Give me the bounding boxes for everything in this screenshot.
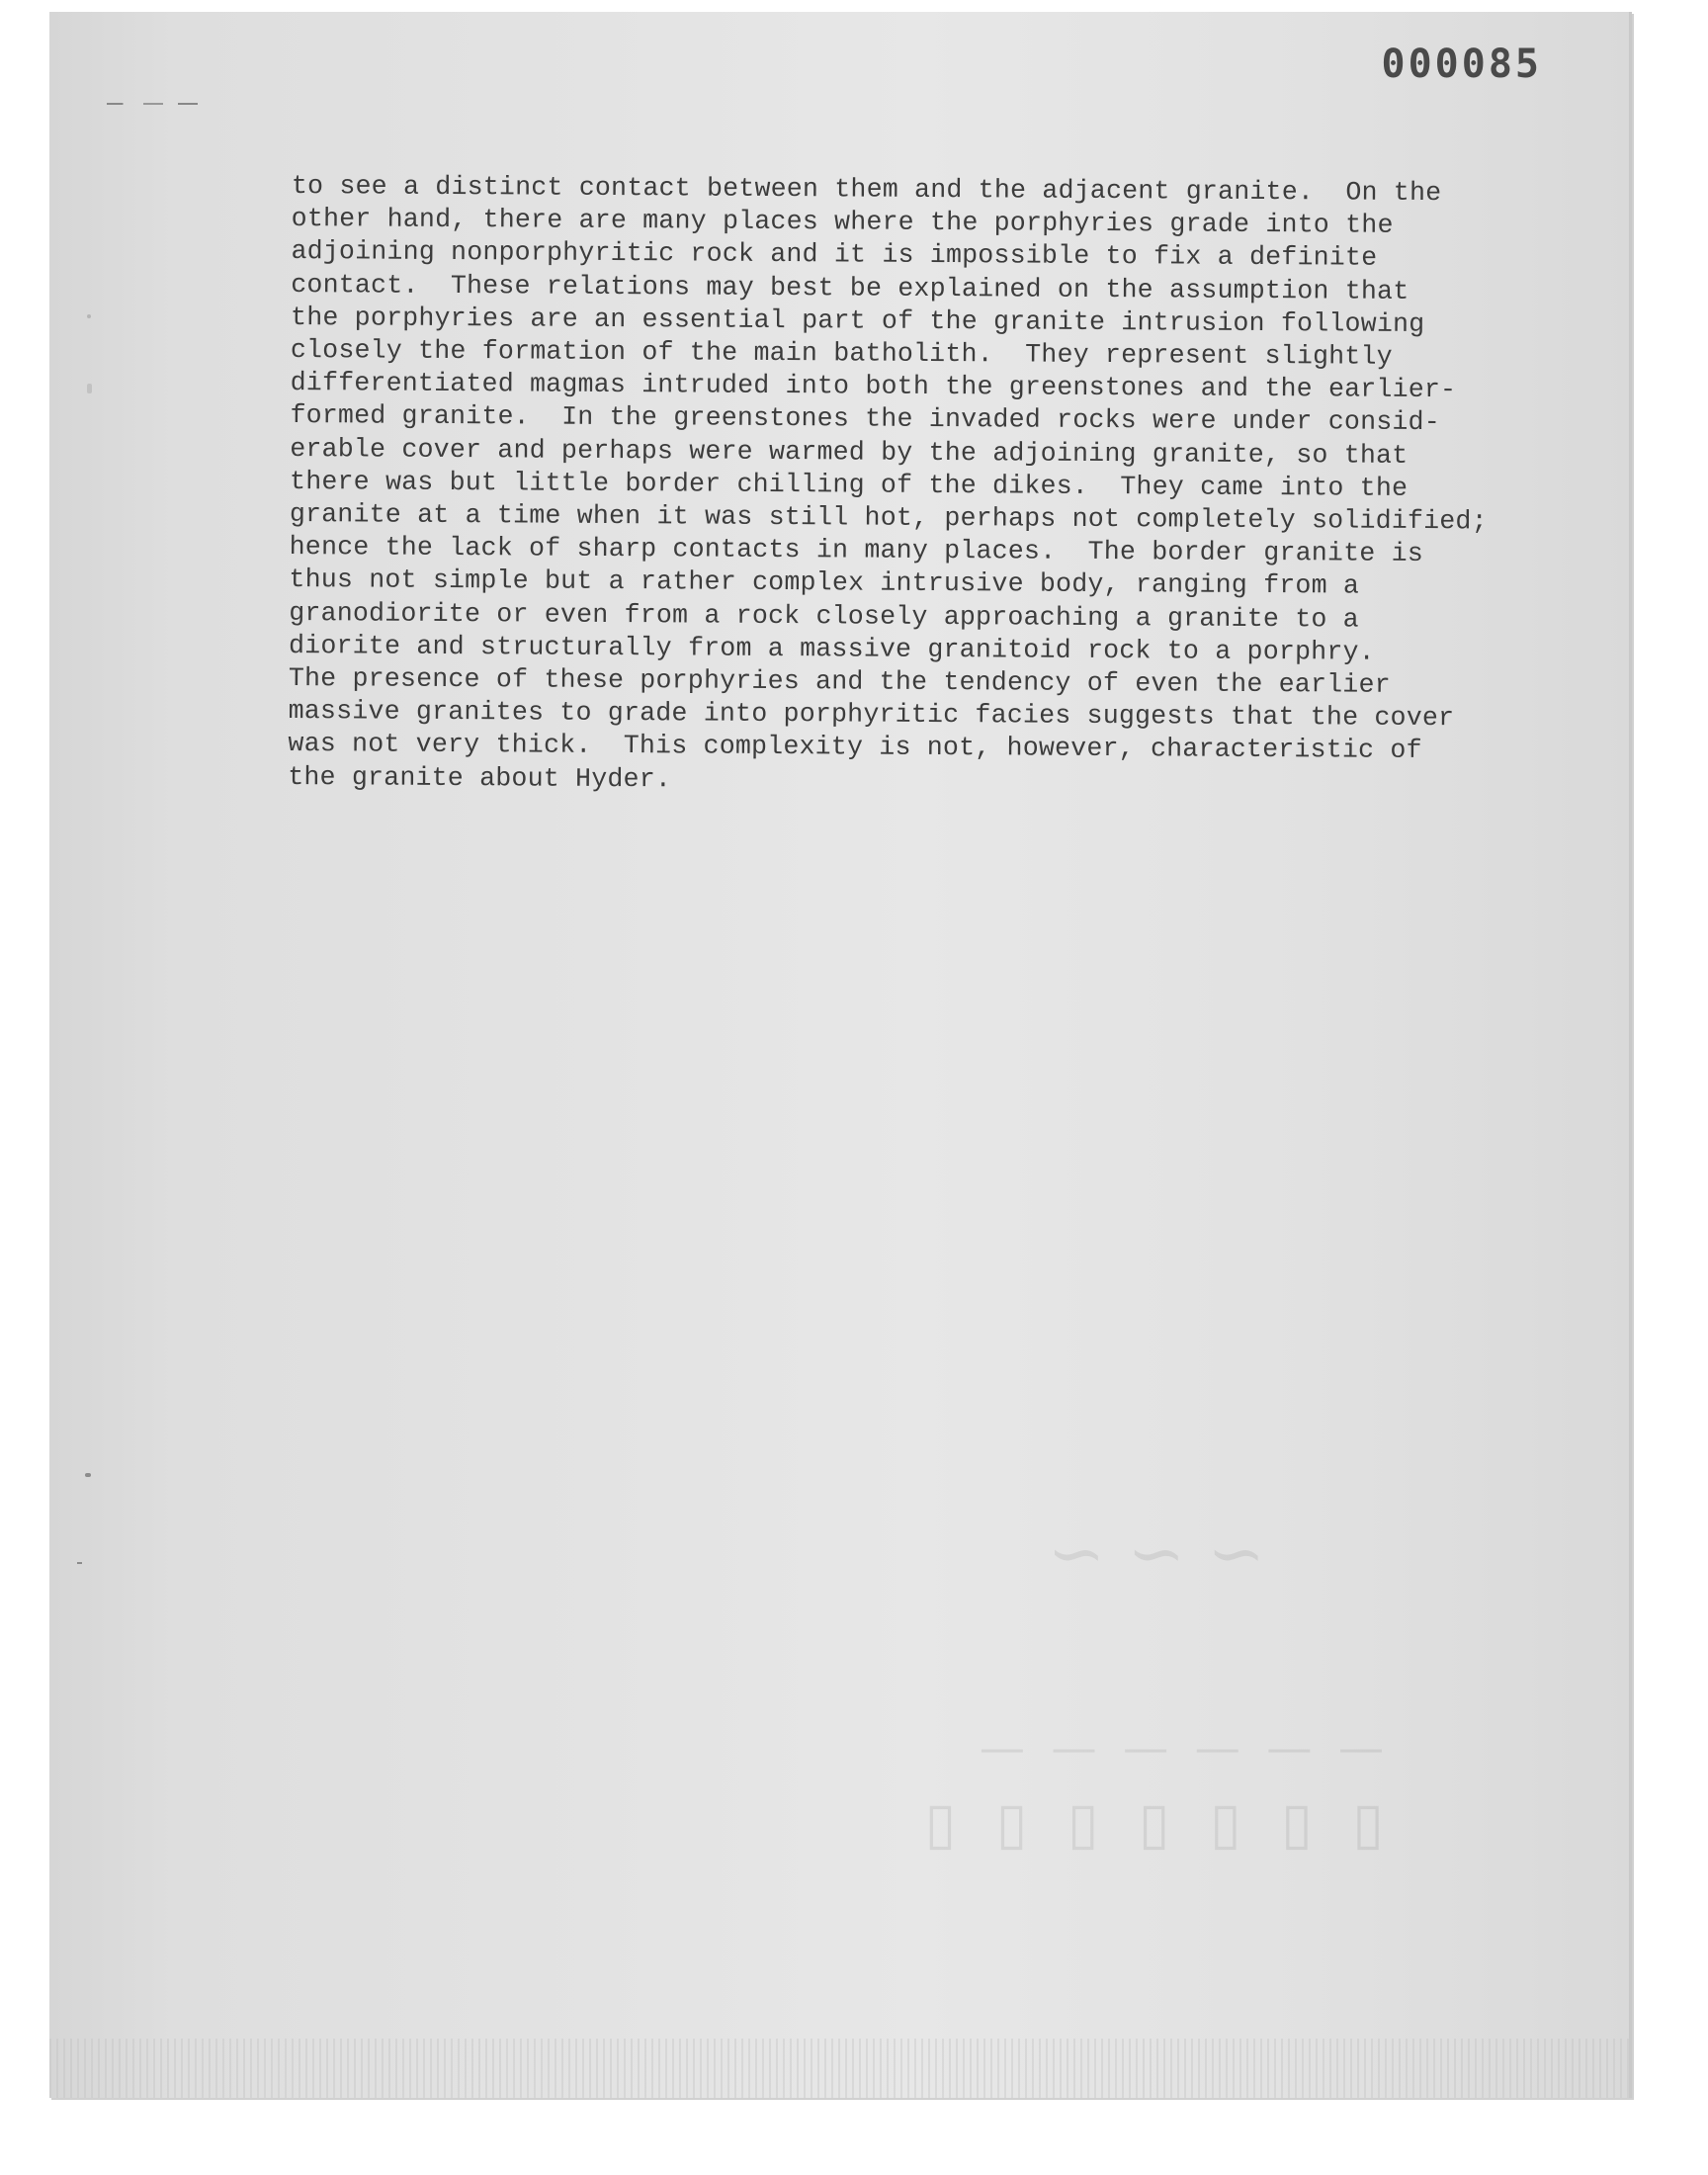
text-line: was not very thick. This complexity is not, however, characteristic of (288, 729, 1422, 766)
margin-speck (77, 1562, 82, 1564)
text-line: the porphyries are an essential part of the granite intrusion following (290, 302, 1425, 339)
margin-scan-mark (107, 103, 198, 105)
text-line: differentiated magmas intruded into both the greenstones and the earlier- (290, 368, 1457, 405)
text-line: hence the lack of sharp contacts in many places. The border granite is (289, 532, 1424, 569)
text-line: massive granites to grade into porphyritic facies suggests that the cover (288, 696, 1455, 734)
text-line: granodiorite or even from a rock closely approaching a granite to a (289, 597, 1359, 635)
page-number: 000085 (1381, 42, 1542, 87)
margin-speck (87, 314, 91, 318)
text-line: to see a distinct contact between them and the adjacent granite. On the (291, 170, 1442, 209)
text-line: granite at a time when it was still hot, perhaps not completely solidified; (289, 499, 1488, 537)
text-line: the granite about Hyder. (288, 761, 672, 795)
text-line: formed granite. In the greenstones the invaded rocks were under consid- (290, 400, 1440, 438)
text-line: erable cover and perhaps were warmed by the adjoining granite, so that (290, 433, 1409, 471)
text-line: The presence of these porphyries and the tendency of even the earlier (288, 663, 1391, 700)
text-line: diorite and structurally from a massive granitoid rock to a porphry. (288, 630, 1375, 667)
margin-speck (87, 384, 92, 393)
margin-speck (85, 1473, 91, 1477)
body-paragraph (288, 170, 1537, 802)
text-line: adjoining nonporphyritic rock and it is impossible to fix a definite (291, 236, 1378, 274)
text-line: contact. These relations may best be explained on the assumption that (291, 269, 1409, 306)
text-line: other hand, there are many places where the porphyries grade into the (291, 204, 1394, 241)
text-line: thus not simple but a rather complex intrusive body, ranging from a (289, 565, 1360, 602)
text-line: closely the formation of the main batholith. They represent slightly (290, 335, 1393, 372)
text-line: there was but little border chilling of the dikes. They came into the (289, 466, 1409, 503)
